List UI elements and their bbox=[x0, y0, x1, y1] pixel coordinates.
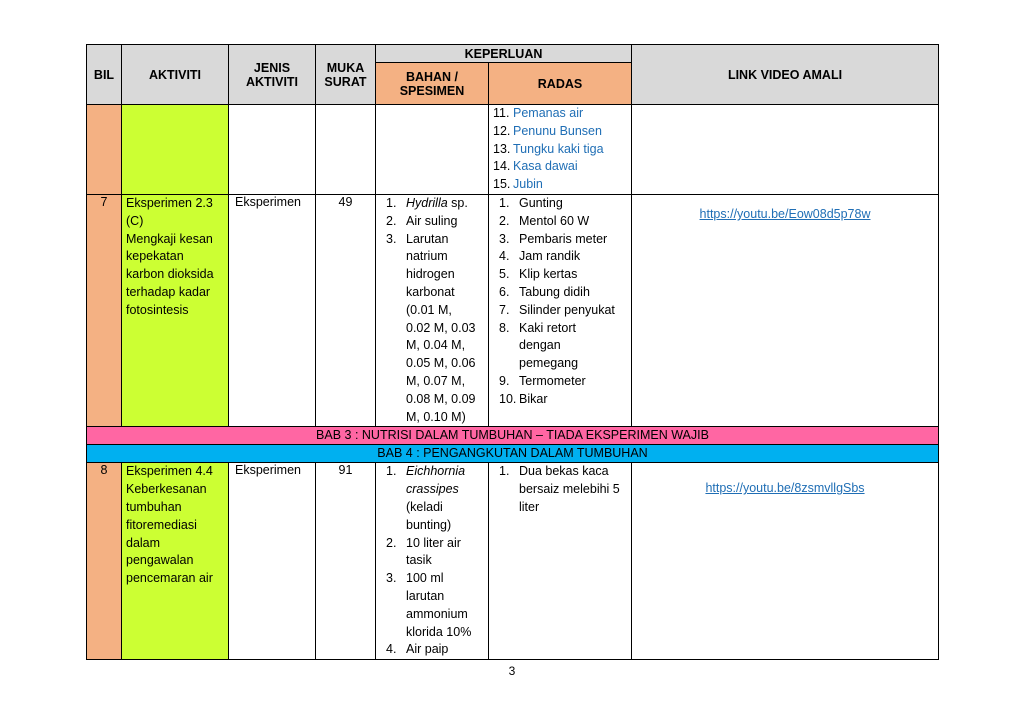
list-text: Tabung didih bbox=[519, 284, 590, 299]
list-number: 15. bbox=[493, 177, 511, 192]
chapter-row-bab4: BAB 4 : PENGANGKUTAN DALAM TUMBUHAN bbox=[87, 445, 939, 463]
muka-cell: 49 bbox=[316, 194, 376, 426]
list-text: Jam randik bbox=[519, 249, 581, 264]
list-text: klorida 10% bbox=[406, 624, 472, 639]
list-text: Jubin bbox=[513, 177, 543, 192]
list-number: 6. bbox=[499, 284, 510, 299]
list-number: 14. bbox=[493, 159, 511, 174]
list-text: 0.02 M, 0.03 bbox=[406, 320, 476, 335]
list-text: Termometer bbox=[519, 373, 586, 388]
list-item bbox=[386, 248, 484, 266]
list-text: Pembaris meter bbox=[519, 231, 608, 246]
bil-cell: 7 bbox=[87, 194, 122, 426]
list-item bbox=[499, 248, 627, 266]
list-number: 8. bbox=[499, 320, 510, 335]
text-line: terhadap kadar bbox=[126, 284, 211, 299]
list-number: 2. bbox=[499, 213, 510, 228]
list-text: Hydrilla bbox=[406, 195, 448, 210]
list-text: natrium bbox=[406, 249, 448, 264]
list-number: 3. bbox=[386, 231, 397, 246]
list-item bbox=[386, 213, 484, 231]
col-jenis: JENIS AKTIVITI bbox=[229, 45, 316, 105]
list-number: 13. bbox=[493, 141, 511, 156]
list-item bbox=[493, 123, 627, 141]
list-item bbox=[386, 355, 484, 373]
list-item bbox=[499, 373, 627, 391]
list-number: 1. bbox=[386, 464, 397, 479]
text-line: Mengkaji kesan bbox=[126, 231, 213, 246]
list-text: Bikar bbox=[519, 391, 548, 406]
list-text: 0.08 M, 0.09 bbox=[406, 391, 476, 406]
list-number: 1. bbox=[499, 464, 510, 479]
list-text-suffix: sp. bbox=[447, 195, 468, 210]
table-row-7 bbox=[87, 194, 939, 426]
list-text: Klip kertas bbox=[519, 267, 578, 282]
list-item bbox=[493, 141, 627, 159]
text-line: pencemaran air bbox=[126, 571, 213, 586]
list-text: Larutan bbox=[406, 231, 449, 246]
list-item bbox=[386, 535, 484, 553]
chapter-row-bab3: BAB 3 : NUTRISI DALAM TUMBUHAN – TIADA EKSPERIMEN WAJIB bbox=[87, 427, 939, 445]
link-cell bbox=[632, 463, 939, 660]
muka-cell: 91 bbox=[316, 463, 376, 660]
page-number: 3 bbox=[508, 664, 516, 678]
list-item bbox=[493, 105, 627, 123]
text-line: Eksperimen 4.4 bbox=[126, 464, 213, 479]
list-item bbox=[386, 641, 484, 659]
col-aktiviti: AKTIVITI bbox=[122, 45, 229, 105]
text-line: fotosintesis bbox=[126, 302, 189, 317]
list-text: Gunting bbox=[519, 195, 563, 210]
text-line: Keberkesanan bbox=[126, 482, 207, 497]
list-text: M, 0.04 M, bbox=[406, 338, 466, 353]
text-line: dalam bbox=[126, 535, 161, 550]
list-text: hidrogen bbox=[406, 267, 455, 282]
list-item bbox=[386, 266, 484, 284]
text-line: Eksperimen 2.3 bbox=[126, 195, 213, 210]
bahan-cell bbox=[376, 463, 489, 660]
list-item bbox=[386, 320, 484, 338]
list-number: 3. bbox=[499, 231, 510, 246]
bil-cell: 8 bbox=[87, 463, 122, 660]
list-number: 7. bbox=[499, 302, 510, 317]
list-item bbox=[499, 337, 627, 355]
list-item bbox=[499, 284, 627, 302]
jenis-cell: Eksperimen bbox=[229, 463, 316, 660]
list-item bbox=[386, 195, 484, 213]
col-keperluan: KEPERLUAN bbox=[376, 45, 632, 63]
list-item bbox=[386, 624, 484, 642]
radas-cell bbox=[489, 463, 632, 660]
link-cell bbox=[632, 194, 939, 426]
list-item bbox=[499, 320, 627, 338]
table-row-8 bbox=[87, 463, 939, 660]
list-text: larutan bbox=[406, 588, 445, 603]
list-number: 10. bbox=[499, 391, 517, 406]
list-text: (0.01 M, bbox=[406, 302, 452, 317]
jenis-cell: Eksperimen bbox=[229, 194, 316, 426]
list-text: Silinder penyukat bbox=[519, 302, 615, 317]
col-bahan: BAHAN / SPESIMEN bbox=[376, 63, 489, 105]
list-text: Eichhornia bbox=[406, 464, 466, 479]
list-number: 9. bbox=[499, 373, 510, 388]
list-number: 11. bbox=[493, 106, 510, 120]
list-text: M, 0.07 M, bbox=[406, 373, 466, 388]
list-number: 3. bbox=[386, 571, 397, 586]
list-text: dengan bbox=[519, 338, 561, 353]
col-muka: MUKA SURAT bbox=[316, 45, 376, 105]
bahan-cell bbox=[376, 194, 489, 426]
list-item bbox=[493, 158, 627, 176]
video-link[interactable]: https://youtu.be/8zsmvllgSbs bbox=[705, 481, 865, 496]
experiment-table bbox=[86, 44, 939, 660]
list-item bbox=[386, 588, 484, 606]
text-line: fitoremediasi bbox=[126, 517, 197, 532]
list-item bbox=[499, 231, 627, 249]
list-text: Air suling bbox=[406, 213, 458, 228]
list-item bbox=[386, 517, 484, 535]
list-text: ammonium bbox=[406, 606, 468, 621]
list-item bbox=[386, 481, 484, 499]
list-item bbox=[386, 302, 484, 320]
list-text: bunting) bbox=[406, 517, 452, 532]
list-number: 4. bbox=[499, 249, 510, 264]
list-text: tasik bbox=[406, 553, 432, 568]
radas-cell bbox=[489, 105, 632, 195]
text-line: kepekatan bbox=[126, 249, 184, 264]
list-item bbox=[386, 337, 484, 355]
col-bil: BIL bbox=[87, 45, 122, 105]
aktiviti-cell bbox=[122, 194, 229, 426]
list-text: Dua bekas kaca bbox=[519, 464, 609, 479]
aktiviti-cell bbox=[122, 463, 229, 660]
list-item bbox=[386, 391, 484, 409]
list-item bbox=[386, 463, 484, 481]
list-item bbox=[499, 195, 627, 213]
list-text: Mentol 60 W bbox=[519, 213, 590, 228]
list-text: M, 0.10 M) bbox=[406, 409, 466, 424]
list-item bbox=[386, 231, 484, 249]
list-text: Air paip bbox=[406, 642, 449, 657]
list-text: Kasa dawai bbox=[513, 159, 578, 174]
list-item bbox=[499, 463, 627, 481]
video-link[interactable]: https://youtu.be/Eow08d5p78w bbox=[699, 206, 871, 221]
list-item bbox=[386, 284, 484, 302]
text-line: (C) bbox=[126, 213, 144, 228]
list-item bbox=[386, 409, 484, 427]
list-item bbox=[386, 499, 484, 517]
list-text: Penunu Bunsen bbox=[513, 123, 602, 138]
list-item bbox=[499, 302, 627, 320]
list-text: liter bbox=[519, 499, 540, 514]
list-number: 1. bbox=[386, 195, 397, 210]
col-radas: RADAS bbox=[489, 63, 632, 105]
list-text: 0.05 M, 0.06 bbox=[406, 356, 476, 371]
list-number: 4. bbox=[386, 642, 397, 657]
list-text: crassipes bbox=[406, 482, 459, 497]
col-link: LINK VIDEO AMALI bbox=[632, 45, 939, 105]
list-text: Kaki retort bbox=[519, 320, 576, 335]
list-number: 12. bbox=[493, 123, 511, 138]
list-item bbox=[499, 481, 627, 499]
text-line: pengawalan bbox=[126, 553, 194, 568]
list-number: 2. bbox=[386, 535, 397, 550]
list-number: 5. bbox=[499, 267, 510, 282]
list-text: bersaiz melebihi 5 bbox=[519, 482, 620, 497]
list-item bbox=[493, 176, 627, 194]
list-item bbox=[386, 606, 484, 624]
list-item bbox=[499, 391, 627, 409]
list-item bbox=[386, 373, 484, 391]
list-text: pemegang bbox=[519, 356, 579, 371]
list-text: Pemanas air bbox=[513, 106, 584, 120]
list-text: karbonat bbox=[406, 284, 455, 299]
list-text: Tungku kaki tiga bbox=[513, 141, 604, 156]
list-item bbox=[386, 552, 484, 570]
list-text: 100 ml bbox=[406, 571, 444, 586]
list-number: 2. bbox=[386, 213, 397, 228]
list-text: (keladi bbox=[406, 499, 443, 514]
list-item bbox=[499, 499, 627, 517]
radas-cell bbox=[489, 194, 632, 426]
table-row-continuation bbox=[87, 105, 939, 195]
list-item bbox=[499, 213, 627, 231]
list-number: 1. bbox=[499, 195, 510, 210]
text-line: karbon dioksida bbox=[126, 267, 214, 282]
text-line: tumbuhan bbox=[126, 499, 182, 514]
list-text: 10 liter air bbox=[406, 535, 461, 550]
list-item bbox=[499, 266, 627, 284]
list-item bbox=[386, 570, 484, 588]
list-item bbox=[499, 355, 627, 373]
